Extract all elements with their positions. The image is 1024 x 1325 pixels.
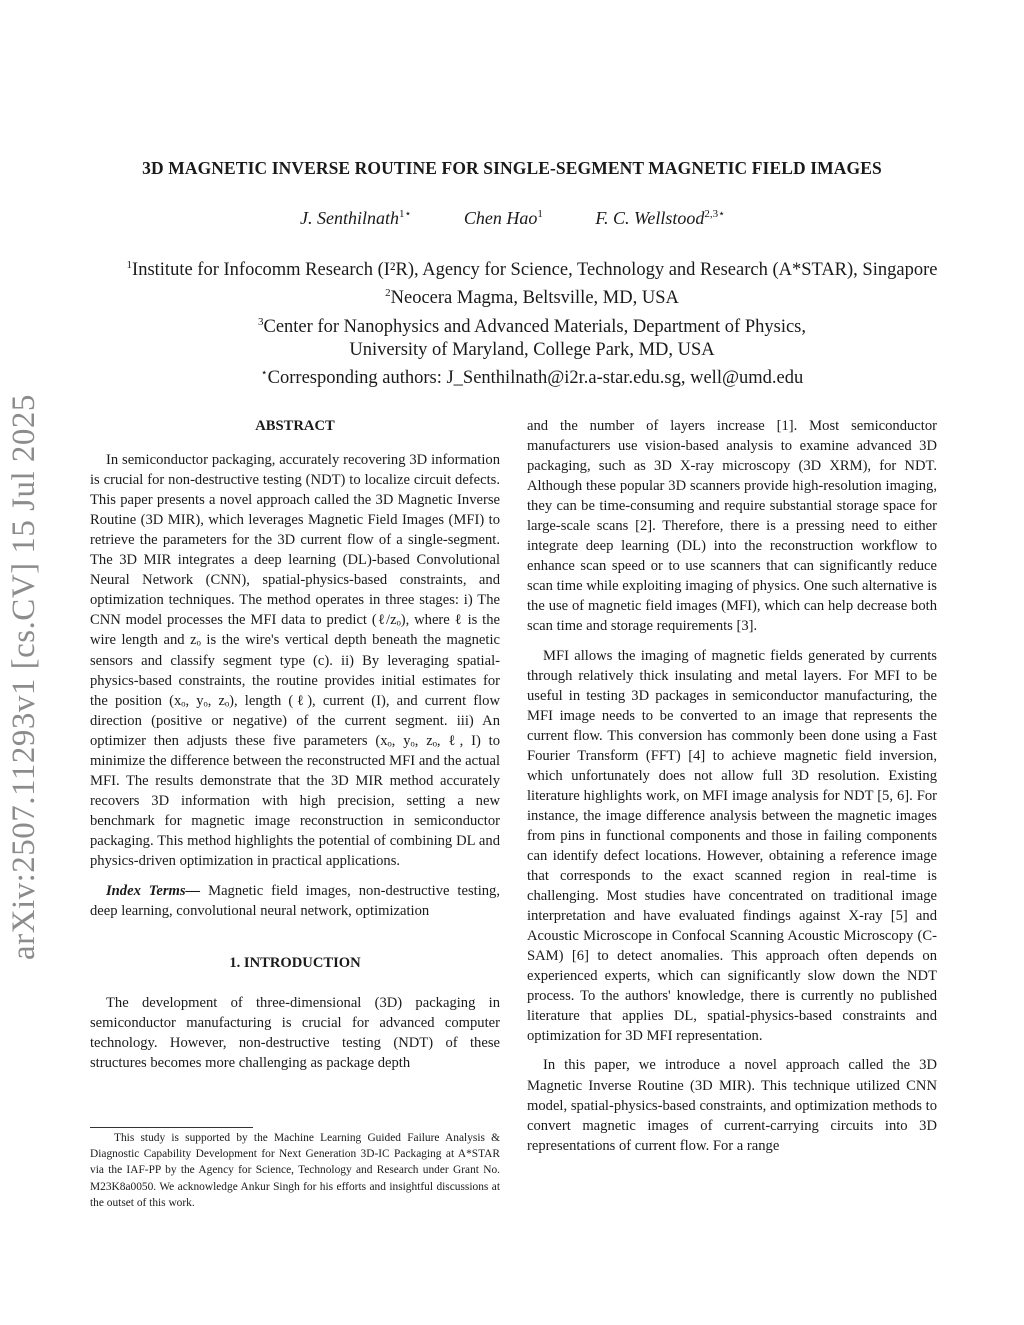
- intro-paragraph-3: In this paper, we introduce a novel approach called the 3D Magnetic Inverse Routine (3D MIR). This technique utilized CNN model, spatial-physics-based constraints, and optimization methods to convert magnetic images of current-carrying circuits into 3D representations of current flow. For a range: [527, 1057, 937, 1154]
- corresponding-authors: [80, 362, 984, 390]
- author-sup: 1⋆: [398, 208, 412, 220]
- affiliation-3: [80, 311, 984, 339]
- affiliation-sup: ⋆: [260, 367, 268, 380]
- affiliation-sup: 3: [257, 315, 264, 328]
- author-3: [595, 208, 725, 228]
- index-terms: [90, 881, 500, 921]
- author-name: F. C. Wellstood: [595, 208, 705, 228]
- affiliation-sup: 2: [385, 287, 391, 300]
- author-1: [300, 208, 411, 228]
- affiliation-text: University of Maryland, College Park, MD, USA: [349, 340, 715, 361]
- affiliation-text: Neocera Magma, Beltsville, MD, USA: [390, 288, 679, 309]
- author-list: [300, 207, 725, 229]
- intro-paragraph-1-cont: and the number of layers increase [1]. Most semiconductor manufacturers use vision-based analysis to examine advanced 3D packaging, such as 3D X-ray microscopy (3D XRM), for NDT. Although these popular 3D scanners provide high-resolution imaging, they can be time-consuming and require substantial storage space for large-scale scans [2]. Therefore, there is a pressing need to either integrate deep learning (DL) into the reconstruction workflow to enhance scan speed or to use scanners that can significantly reduce scan time while exploiting imaging of physics. One such alternative is the use of magnetic field images (MFI), which can help decrease both scan time and storage requirements [3].: [527, 418, 937, 635]
- index-terms-text: Magnetic field images, non-destructive testing, deep learning, convolutional neural network, optimization: [90, 883, 500, 920]
- right-column: [527, 416, 937, 1156]
- abstract-text: In semiconductor packaging, accurately recovering 3D information is crucial for non-destructive testing (NDT) to localize circuit defects. This paper presents a novel approach called the 3D Magnetic Inverse Routine (3D MIR), which leverages Magnetic Field Images (MFI) to retrieve the parameters for the 3D current flow of a single-segment. The 3D MIR integrates a deep learning (DL)-based Convolutional Neural Network (CNN), spatial-physics-based constraints, and optimization techniques. The method operates in three stages: i) The CNN model processes the MFI data to predict (ℓ/zₒ), where ℓ is the wire length and zₒ is the wire's vertical depth beneath the magnetic sensors and classify segment type (c). ii) By leveraging spatial-physics-based constraints, the routine provides initial estimates for the position (xₒ, yₒ, zₒ), length (ℓ), current (I), and current flow direction (positive or negative) of the current segment. iii) An optimizer then adjusts these five parameters (xₒ, yₒ, zₒ, ℓ, I) to minimize the difference between the reconstructed MFI and the actual MFI. The results demonstrate that the 3D MIR method accurately recovers 3D information with high precision, setting a new benchmark for magnetic image reconstruction in semiconductor packaging. This method highlights the potential of combining DL and physics-driven optimization in practical applications.: [90, 452, 500, 869]
- intro-paragraph-2: MFI allows the imaging of magnetic fields generated by currents through relatively thick insulating and metal layers. For MFI to be useful in testing 3D packages in semiconductor manufacturing, the MFI image needs to be converted to an image that represents the current flow. This conversion has commonly been done using a Fast Fourier Transform (FFT) [4] to achieve magnetic field inversion, which unfortunately does not allow full 3D resolution. Existing literature highlights work, on MFI image analysis for NDT [5, 6]. For instance, the image difference analysis between the magnetic images from pins in functional components and those in failing components can identify defect locations. However, obtaining a reference image that corresponds to the exact scanned region in real-time is challenging. Most studies have concentrated on traditional image interpretation and have evaluated findings against X-ray [5] and Acoustic Microscope in Confocal Scanning Acoustic Microscopy (C-SAM) [6] to detect anomalies. This approach often depends on experienced experts, which can significantly slow down the NDT process. To the authors' knowledge, there is currently no published literature that applies DL, spatial-physics-based constraints and optimization for 3D MFI representation.: [527, 647, 937, 1045]
- affiliation-text: Corresponding authors: J_Senthilnath@i2r.a-star.edu.sg, well@umd.edu: [267, 368, 804, 389]
- arxiv-stamp: arXiv:2507.11293v1 [cs.CV] 15 Jul 2025: [6, 394, 42, 960]
- intro-paragraph-1: The development of three-dimensional (3D) packaging in semiconductor manufacturing is crucial for advanced computer technology. However, non-destructive testing (NDT) of these structures becomes more challenging as package depth: [90, 995, 500, 1072]
- abstract-heading: ABSTRACT: [255, 418, 335, 434]
- footnote: This study is supported by the Machine Learning Guided Failure Analysis & Diagnostic Capability Development for Next Generation 3D-IC Packaging at A*STAR via the IAF-PP by the Agency for Science, Technology and Research under Grant No. M23K8a0050. We acknowledge Ankur Singh for his efforts and insightful discussions at the outset of this work.: [90, 1132, 500, 1209]
- index-terms-label: Index Terms—: [106, 883, 201, 900]
- affiliations: [80, 254, 984, 391]
- author-sup: 1: [537, 208, 543, 220]
- paper-title: 3D MAGNETIC INVERSE ROUTINE FOR SINGLE-SEGMENT MAGNETIC FIELD IMAGES: [142, 158, 882, 178]
- author-name: Chen Hao: [463, 208, 538, 228]
- affiliation-sup: 1: [126, 259, 133, 271]
- author-2: [464, 208, 543, 228]
- footnote-rule: [90, 1127, 253, 1128]
- affiliation-3-cont: [80, 339, 984, 362]
- affiliation-text: Institute for Infocomm Research (I²R), Agency for Science, Technology and Research (A*STAR), Singapore: [132, 260, 938, 281]
- affiliation-1: [80, 254, 984, 282]
- left-column: [90, 416, 500, 1073]
- affiliation-2: [80, 282, 984, 310]
- intro-heading: 1. INTRODUCTION: [229, 955, 361, 972]
- author-name: J. Senthilnath: [300, 208, 399, 228]
- author-sup: 2,3⋆: [704, 208, 726, 220]
- affiliation-text: Center for Nanophysics and Advanced Materials, Department of Physics,: [263, 316, 807, 337]
